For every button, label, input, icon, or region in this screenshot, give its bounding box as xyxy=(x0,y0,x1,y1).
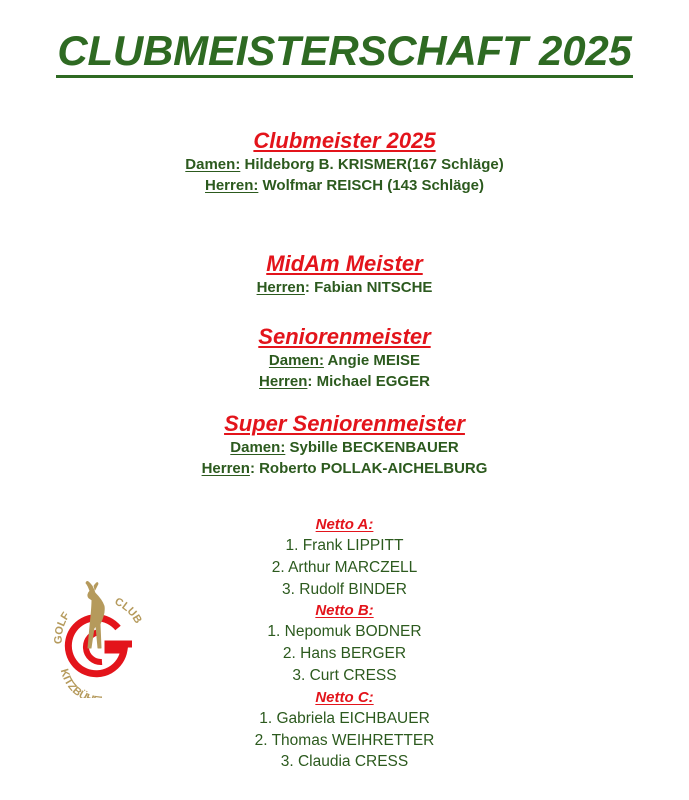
senioren-herren xyxy=(0,371,689,392)
netto-c-heading: Netto C: xyxy=(315,688,374,706)
super-senioren-herren xyxy=(0,458,689,479)
list-item: 1. Gabriela EICHBAUER xyxy=(259,709,430,727)
logo-graphic xyxy=(52,578,152,698)
senioren-damen xyxy=(0,350,689,371)
list-item: 2. Hans BERGER xyxy=(282,645,407,663)
netto-a-heading: Netto A: xyxy=(315,516,374,533)
herren-label: Herren: xyxy=(205,177,259,194)
list-item: 1. Frank LIPPITT xyxy=(285,537,404,554)
list-item: 1. Nepomuk BODNER xyxy=(267,623,422,641)
damen-value: Hildeborg B. KRISMER(167 Schläge) xyxy=(240,156,504,173)
logo-text-golf: GOLF xyxy=(52,610,73,645)
midam-heading: MidAm Meister xyxy=(266,251,423,276)
logo-text-club: CLUB xyxy=(112,595,144,626)
damen-label: Damen: xyxy=(230,439,286,456)
clubmeister-damen xyxy=(0,154,689,175)
list-item: 3. Curt CRESS xyxy=(292,666,397,684)
clubmeister-section xyxy=(0,128,689,196)
super-senioren-damen xyxy=(0,437,689,458)
list-item: 3. Claudia CRESS xyxy=(280,753,409,771)
herren-label: Herren xyxy=(256,279,305,296)
herren-label: Herren xyxy=(201,460,250,477)
list-item: 2. Thomas WEIHRETTER xyxy=(254,731,435,749)
super-senioren-heading: Super Seniorenmeister xyxy=(224,411,465,436)
super-senioren-section xyxy=(0,411,689,479)
damen-value: Angie MEISE xyxy=(323,352,421,369)
herren-value: : Fabian NITSCHE xyxy=(304,279,433,296)
herren-value: Wolfmar REISCH (143 Schläge) xyxy=(258,177,484,194)
senioren-heading: Seniorenmeister xyxy=(258,324,431,349)
netto-b-heading: Netto B: xyxy=(315,602,374,620)
herren-value: : Roberto POLLAK-AICHELBURG xyxy=(249,460,488,477)
midam-herren xyxy=(0,277,689,298)
clubmeister-heading: Clubmeister 2025 xyxy=(253,128,436,153)
page-title xyxy=(0,26,689,78)
herren-value: : Michael EGGER xyxy=(307,373,430,390)
damen-value: Sybille BECKENBAUER xyxy=(285,439,459,456)
damen-label: Damen: xyxy=(268,352,324,369)
golf-club-kitzbuehel-logo xyxy=(52,578,152,698)
logo-text-kitzbuehel: KITZBÜ xyxy=(57,667,90,698)
list-item: 2. Arthur MARCZELL xyxy=(271,558,418,576)
herren-label: Herren xyxy=(259,373,308,390)
senioren-section xyxy=(0,324,689,392)
page-title-text: CLUBMEISTERSCHAFT 2025 xyxy=(56,28,632,78)
damen-label: Damen: xyxy=(185,156,241,173)
midam-section xyxy=(0,251,689,298)
list-item: 3. Rudolf BINDER xyxy=(282,580,407,598)
clubmeister-herren xyxy=(0,175,689,196)
